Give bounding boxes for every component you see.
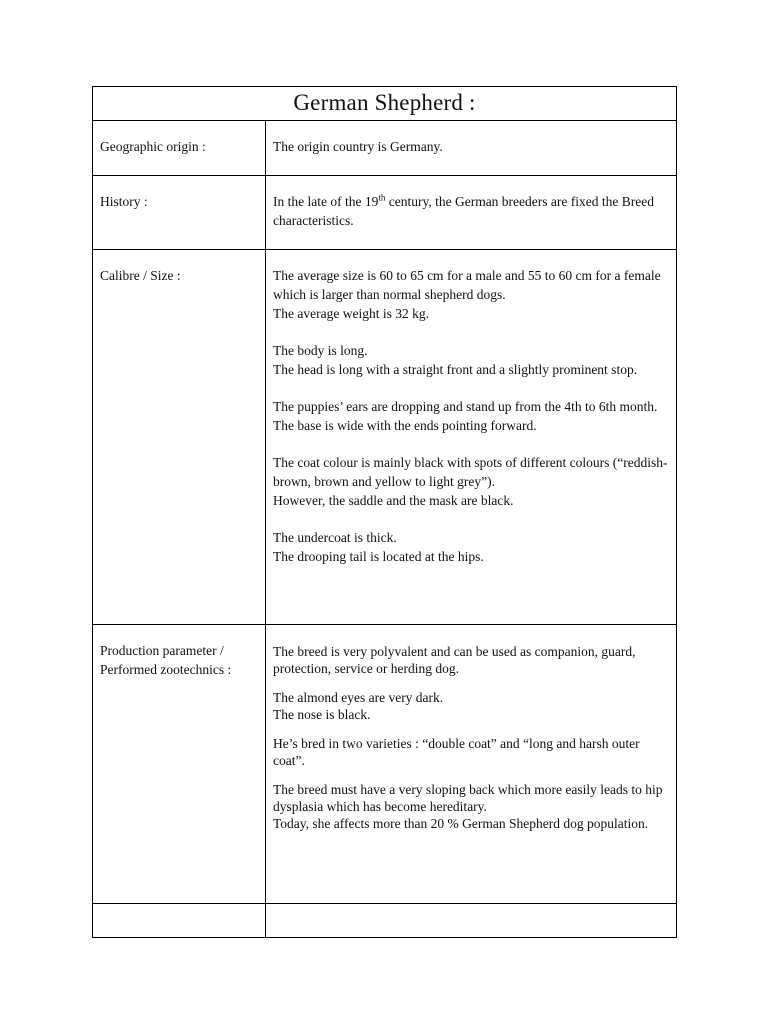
calibre-saddle-text: However, the saddle and the mask are black.: [273, 493, 514, 508]
value-geographic-origin: The origin country is Germany.: [273, 139, 443, 154]
label-production-parameter: [100, 641, 260, 679]
calibre-weight-text: The average weight is 32 kg.: [273, 306, 429, 321]
calibre-head-text: The head is long with a straight front and a slightly prominent stop.: [273, 362, 638, 377]
production-eyes-text: The almond eyes are very dark.: [273, 690, 444, 705]
row-history: [93, 176, 676, 250]
production-dysplasia-text: The breed must have a very sloping back which more easily leads to hip dysplasia which has become hereditary.: [273, 782, 663, 814]
history-ordinal-suffix: th: [378, 192, 386, 203]
label-geographic-origin: Geographic origin :: [100, 139, 206, 154]
production-varieties-text: He’s bred in two varieties : “double coat” and “long and harsh outer coat”.: [273, 736, 640, 768]
row-production-parameter: [93, 625, 676, 904]
calibre-body-text: The body is long.: [273, 343, 368, 358]
label-production-line1: Production parameter /: [100, 643, 224, 658]
history-text-end: century, the German breeders are fixed the Breed characteristics.: [273, 194, 654, 228]
value-history: [273, 192, 673, 230]
calibre-ears-text: The puppies’ ears are dropping and stand up from the 4th to 6th month.: [273, 399, 658, 414]
page-title: German Shepherd :: [293, 90, 476, 115]
breed-table: [92, 86, 677, 938]
label-production-line2: Performed zootechnics :: [100, 662, 232, 677]
calibre-size-text: The average size is 60 to 65 cm for a male and 55 to 60 cm for a female which is larger than normal shepherd dogs.: [273, 268, 661, 302]
value-calibre-size: [273, 266, 673, 566]
history-text-start: In the late of the 19: [273, 194, 379, 209]
production-polyvalent-text: The breed is very polyvalent and can be used as companion, guard, protection, service or herding dog.: [273, 644, 636, 676]
row-calibre-size: [93, 250, 676, 625]
row-empty: [93, 904, 676, 937]
title-row: [93, 87, 676, 121]
calibre-tail-text: The drooping tail is located at the hips.: [273, 549, 484, 564]
production-nose-text: The nose is black.: [273, 707, 371, 722]
calibre-base-text: The base is wide with the ends pointing forward.: [273, 418, 537, 433]
label-history: History :: [100, 194, 148, 209]
calibre-undercoat-text: The undercoat is thick.: [273, 530, 397, 545]
label-calibre-size: Calibre / Size :: [100, 268, 181, 283]
production-population-text: Today, she affects more than 20 % German Shepherd dog population.: [273, 816, 649, 831]
value-production-parameter: [273, 643, 673, 832]
calibre-coat-text: The coat colour is mainly black with spots of different colours (“reddish-brown, brown and yellow to light grey”).: [273, 455, 668, 489]
row-geographic-origin: [93, 121, 676, 176]
